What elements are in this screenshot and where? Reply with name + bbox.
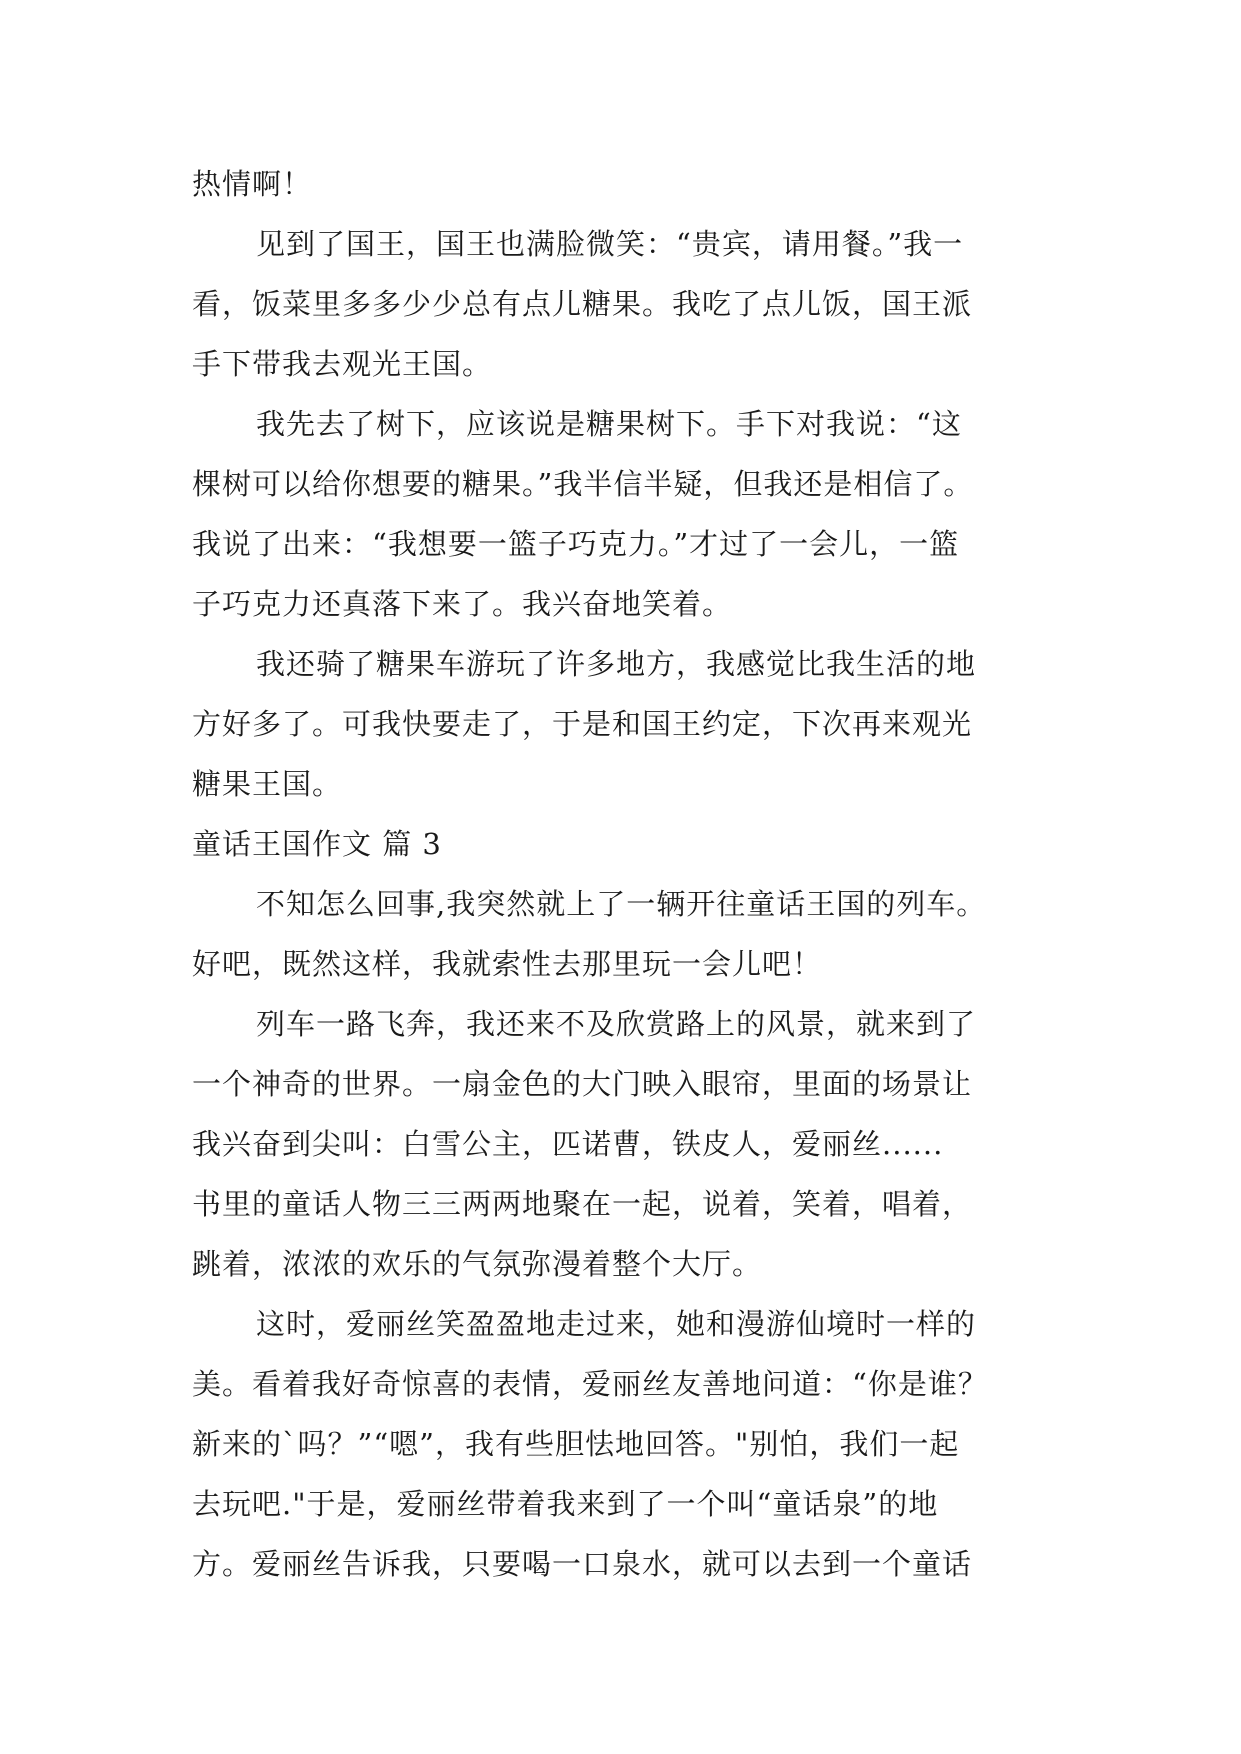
text-line: 这时，爱丽丝笑盈盈地走过来，她和漫游仙境时一样的: [256, 1307, 977, 1341]
section-heading: 童话王国作文 篇 3: [192, 827, 442, 861]
text-line: 一个神奇的世界。一扇金色的大门映入眼帘，里面的场景让: [192, 1067, 973, 1101]
text-line: 糖果王国。: [192, 767, 343, 801]
text-line: 跳着，浓浓的欢乐的气氛弥漫着整个大厅。: [192, 1247, 763, 1281]
text-line: 去玩吧."于是，爱丽丝带着我来到了一个叫“童话泉”的地: [192, 1487, 939, 1521]
text-line: 子巧克力还真落下来了。我兴奋地笑着。: [192, 587, 733, 621]
text-line: 好吧，既然这样，我就索性去那里玩一会儿吧！: [192, 947, 823, 981]
text-line: 新来的`吗？”“嗯”，我有些胆怯地回答。"别怕，我们一起: [192, 1427, 960, 1461]
text-line: 我先去了树下，应该说是糖果树下。手下对我说：“这: [256, 407, 962, 441]
text-line: 手下带我去观光王国。: [192, 347, 493, 381]
text-line: 书里的童话人物三三两两地聚在一起，说着，笑着，唱着，: [192, 1187, 973, 1221]
text-line: 我说了出来：“我想要一篮子巧克力。”才过了一会儿，一篮: [192, 527, 960, 561]
text-line: 方好多了。可我快要走了，于是和国王约定，下次再来观光: [192, 707, 973, 741]
text-line: 方。爱丽丝告诉我，只要喝一口泉水，就可以去到一个童话: [192, 1547, 973, 1581]
text-line: 我兴奋到尖叫：白雪公主，匹诺曹，铁皮人，爱丽丝......: [192, 1127, 944, 1161]
text-line: 不知怎么回事,我突然就上了一辆开往童话王国的列车。: [256, 887, 987, 921]
text-line: 美。看着我好奇惊喜的表情，爱丽丝友善地问道：“你是谁？: [192, 1367, 988, 1401]
text-line: 我还骑了糖果车游玩了许多地方，我感觉比我生活的地: [256, 647, 977, 681]
document-body: [192, 154, 1072, 1594]
text-line: 棵树可以给你想要的糖果。”我半信半疑，但我还是相信了。: [192, 467, 974, 501]
text-line: 热情啊！: [192, 167, 313, 201]
text-line: 见到了国王，国王也满脸微笑：“贵宾，请用餐。”我一: [256, 227, 964, 261]
text-line: 看，饭菜里多多少少总有点儿糖果。我吃了点儿饭，国王派: [192, 287, 973, 321]
text-line: 列车一路飞奔，我还来不及欣赏路上的风景，就来到了: [256, 1007, 977, 1041]
